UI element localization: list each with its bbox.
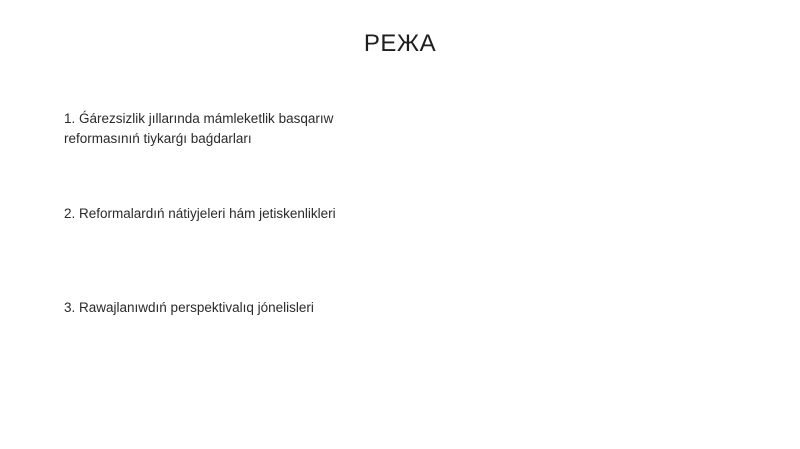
plan-item-3: 3. Rawajlanıwdıń perspektivalıq jónelisleri — [64, 300, 314, 315]
slide-title: РЕЖА — [363, 30, 437, 57]
plan-item-2: 2. Reformalardıń nátiyjeleri hám jetiskenlikleri — [64, 206, 336, 221]
plan-item-1: 1. Ǵárezsizlik jıllarında mámleketlik basqarıw reformasınıń tiykarǵı baǵdarları — [64, 111, 334, 146]
